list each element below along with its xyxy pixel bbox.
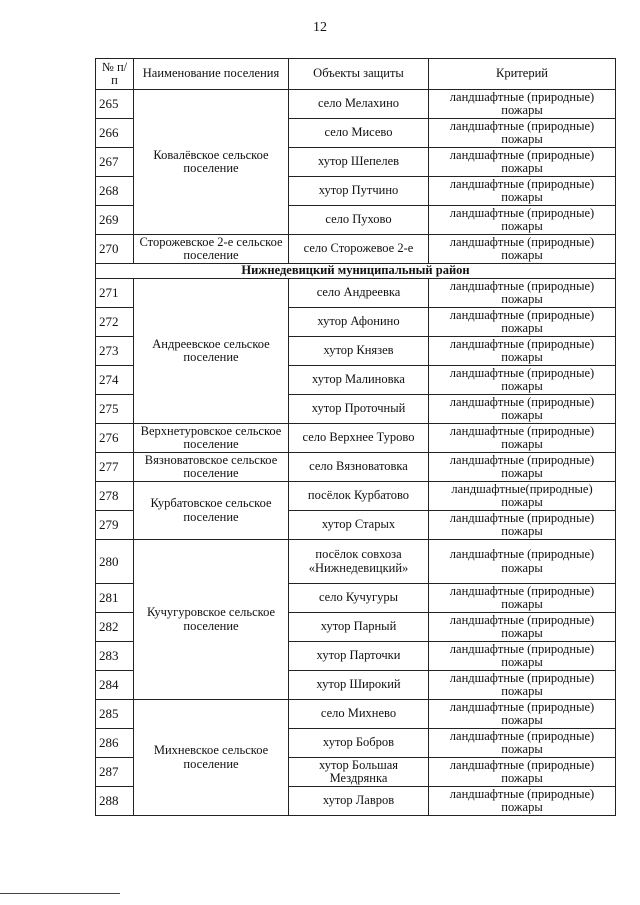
protection-object: хутор Шепелев xyxy=(289,148,429,177)
row-number: 269 xyxy=(96,206,134,235)
row-number: 265 xyxy=(96,90,134,119)
table-header-row xyxy=(96,59,616,90)
row-number: 283 xyxy=(96,642,134,671)
criterion: ландшафтные (природные) пожары xyxy=(429,395,616,424)
protection-object: хутор Афонино xyxy=(289,308,429,337)
row-number: 274 xyxy=(96,366,134,395)
row-number: 286 xyxy=(96,729,134,758)
settlement-name: Вязноватовское сельское поселение xyxy=(134,453,289,482)
criterion: ландшафтные (природные) пожары xyxy=(429,90,616,119)
table-row xyxy=(96,482,616,511)
criterion: ландшафтные (природные) пожары xyxy=(429,119,616,148)
footer-divider xyxy=(0,893,120,894)
header-num: № п/п xyxy=(96,59,134,90)
table-body xyxy=(96,90,616,816)
criterion: ландшафтные (природные) пожары xyxy=(429,308,616,337)
criterion: ландшафтные (природные) пожары xyxy=(429,671,616,700)
protection-object: село Пухово xyxy=(289,206,429,235)
criterion: ландшафтные(природные) пожары xyxy=(429,482,616,511)
protection-object: село Михнево xyxy=(289,700,429,729)
settlement-name: Верхнетуровское сельское поселение xyxy=(134,424,289,453)
criterion: ландшафтные (природные) пожары xyxy=(429,424,616,453)
criterion: ландшафтные (природные) пожары xyxy=(429,279,616,308)
table-row xyxy=(96,700,616,729)
row-number: 276 xyxy=(96,424,134,453)
protection-object: хутор Парточки xyxy=(289,642,429,671)
criterion: ландшафтные (природные) пожары xyxy=(429,177,616,206)
protection-object: посёлок Курбатово xyxy=(289,482,429,511)
settlement-name: Ковалёвское сельское поселение xyxy=(134,90,289,235)
protection-object: село Вязноватовка xyxy=(289,453,429,482)
settlement-name: Кучугуровское сельское поселение xyxy=(134,540,289,700)
criterion: ландшафтные (природные) пожары xyxy=(429,729,616,758)
protection-object: село Мелахино xyxy=(289,90,429,119)
protection-object: хутор Малиновка xyxy=(289,366,429,395)
row-number: 279 xyxy=(96,511,134,540)
criterion: ландшафтные (природные) пожары xyxy=(429,453,616,482)
protection-object: хутор Широкий xyxy=(289,671,429,700)
row-number: 271 xyxy=(96,279,134,308)
row-number: 277 xyxy=(96,453,134,482)
criterion: ландшафтные (природные) пожары xyxy=(429,584,616,613)
protection-object: село Мисево xyxy=(289,119,429,148)
row-number: 284 xyxy=(96,671,134,700)
row-number: 285 xyxy=(96,700,134,729)
row-number: 281 xyxy=(96,584,134,613)
row-number: 272 xyxy=(96,308,134,337)
row-number: 287 xyxy=(96,758,134,787)
settlement-name: Андреевское сельское поселение xyxy=(134,279,289,424)
criterion: ландшафтные (природные) пожары xyxy=(429,787,616,816)
region-title: Нижнедевицкий муниципальный район xyxy=(96,264,616,279)
row-number: 288 xyxy=(96,787,134,816)
region-row xyxy=(96,264,616,279)
row-number: 267 xyxy=(96,148,134,177)
row-number: 270 xyxy=(96,235,134,264)
protection-object: хутор Проточный xyxy=(289,395,429,424)
settlement-name: Михневское сельское поселение xyxy=(134,700,289,816)
table-row xyxy=(96,90,616,119)
protection-object: село Андреевка xyxy=(289,279,429,308)
header-criterion: Критерий xyxy=(429,59,616,90)
row-number: 266 xyxy=(96,119,134,148)
row-number: 268 xyxy=(96,177,134,206)
table-row xyxy=(96,424,616,453)
protection-object: хутор Бобров xyxy=(289,729,429,758)
settlement-name: Сторожевское 2-е сельское поселение xyxy=(134,235,289,264)
criterion: ландшафтные (природные) пожары xyxy=(429,758,616,787)
row-number: 280 xyxy=(96,540,134,584)
page-number: 12 xyxy=(313,20,327,35)
row-number: 275 xyxy=(96,395,134,424)
protection-object: хутор Парный xyxy=(289,613,429,642)
table-row xyxy=(96,235,616,264)
criterion: ландшафтные (природные) пожары xyxy=(429,366,616,395)
protection-objects-table xyxy=(95,58,616,816)
protection-object: село Верхнее Турово xyxy=(289,424,429,453)
criterion: ландшафтные (природные) пожары xyxy=(429,700,616,729)
criterion: ландшафтные (природные) пожары xyxy=(429,337,616,366)
criterion: ландшафтные (природные) пожары xyxy=(429,148,616,177)
criterion: ландшафтные (природные) пожары xyxy=(429,540,616,584)
criterion: ландшафтные (природные) пожары xyxy=(429,642,616,671)
criterion: ландшафтные (природные) пожары xyxy=(429,206,616,235)
row-number: 278 xyxy=(96,482,134,511)
protection-object: хутор Лавров xyxy=(289,787,429,816)
protection-object: посёлок совхоза «Нижнедевицкий» xyxy=(289,540,429,584)
protection-object: хутор Старых xyxy=(289,511,429,540)
settlement-name: Курбатовское сельское поселение xyxy=(134,482,289,540)
criterion: ландшафтные (природные) пожары xyxy=(429,613,616,642)
protection-object: село Кучугуры xyxy=(289,584,429,613)
criterion: ландшафтные (природные) пожары xyxy=(429,511,616,540)
table-row xyxy=(96,540,616,584)
table-row xyxy=(96,453,616,482)
protection-object: хутор Князев xyxy=(289,337,429,366)
protection-object: хутор Путчино xyxy=(289,177,429,206)
criterion: ландшафтные (природные) пожары xyxy=(429,235,616,264)
row-number: 282 xyxy=(96,613,134,642)
header-object: Объекты защиты xyxy=(289,59,429,90)
table-row xyxy=(96,279,616,308)
protection-object: хутор Большая Мездрянка xyxy=(289,758,429,787)
header-settlement: Наименование поселения xyxy=(134,59,289,90)
row-number: 273 xyxy=(96,337,134,366)
protection-object: село Сторожевое 2-е xyxy=(289,235,429,264)
